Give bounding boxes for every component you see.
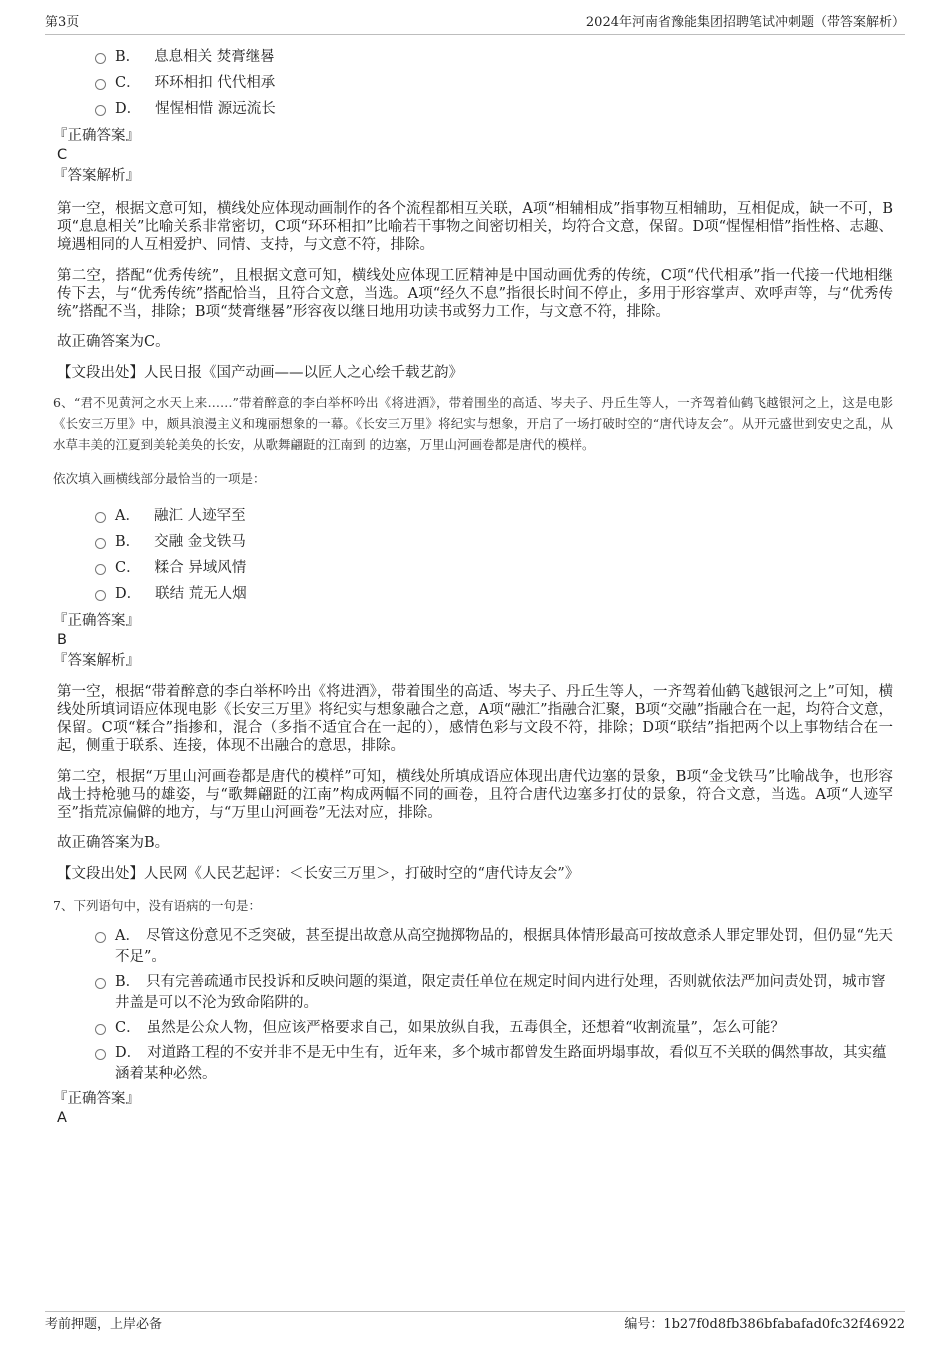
q5-source: 【文段出处】人民日报《国产动画——以匠人之心绘千载艺韵》 — [57, 365, 463, 381]
q7-option-b[interactable]: B． 只有完善疏通市民投诉和反映问题的渠道，限定责任单位在规定时间内进行处理，否则就依法严加问责处罚，城市窨井盖是可以不沦为致命陷阱的。 — [95, 972, 893, 1014]
q6-analysis-p3: 故正确答案为B。 — [57, 835, 170, 851]
q6-question: 6、“君不见黄河之水天上来……”带着醉意的李白举杯吟出《将进酒》，带着围坐的高适、岑夫子、丹丘生等人，一齐驾着仙鹤飞越银河之上，这是电影《长安三万里》中，颇具浪漫主义和瑰丽想象的一幕。《长安三万里》将纪实与想象，开启了一场打破时空的“唐代诗友会”。从开元盛世到安史之乱，从水草丰美的江夏到美轮美奂的长安，从歌舞翩跹的江南到 的边塞，万里山河画卷都是唐代的模样。 — [53, 395, 893, 452]
q5-options — [95, 44, 893, 122]
q6-option-a[interactable]: A． 融汇 人迹罕至 — [95, 503, 893, 529]
q5-analysis-p1: 第一空，根据文意可知，横线处应体现动画制作的各个流程都相互关联，A项“相辅相成”指事物互相辅助，互相促成，缺一不可，B项“息息相关”比喻关系非常密切，C项“环环相扣”比喻若干事物之间密切相关，均符合文意，保留。D项“惺惺相惜”指性格、志趣、境遇相同的人互相爱护、同情、支持，与文意不符，排除。 — [57, 201, 893, 253]
q7-option-d[interactable]: D． 对道路工程的不安并非不是无中生有，近年来，多个城市都曾发生路面坍塌事故，看似互不关联的偶然事故，其实蕴涵着某种必然。 — [95, 1043, 893, 1085]
q5-option-b[interactable]: B． 息息相关 焚膏继晷 — [95, 44, 893, 70]
radio-icon[interactable] — [95, 512, 106, 523]
document-id: 编号：1b27f0d8fb386bfabafad0fc32f46922 — [624, 1317, 905, 1332]
q5-option-d[interactable]: D． 惺惺相惜 源远流长 — [95, 96, 893, 122]
q7-answer-label: 『正确答案』 — [53, 1091, 140, 1107]
q7-question: 7、下列语句中，没有语病的一句是： — [53, 898, 261, 913]
q6-answer: B — [57, 632, 67, 648]
radio-icon[interactable] — [95, 932, 106, 943]
q5-analysis-p3: 故正确答案为C。 — [57, 334, 170, 350]
q6-option-c[interactable]: C． 糅合 异域风情 — [95, 555, 893, 581]
q6-instruction: 依次填入画横线部分最恰当的一项是： — [53, 471, 266, 486]
q6-options — [95, 503, 893, 607]
radio-icon[interactable] — [95, 79, 106, 90]
q7-answer: A — [57, 1110, 67, 1126]
q6-analysis-label: 『答案解析』 — [53, 653, 140, 669]
q7-option-a[interactable]: A． 尽管这份意见不乏突破，甚至提出故意从高空抛掷物品的，根据具体情形最高可按故意杀人罪定罪处罚，但仍显“先天不足”。 — [95, 926, 893, 968]
q6-analysis-p2: 第二空，根据“万里山河画卷都是唐代的模样”可知，横线处所填成语应体现出唐代边塞的景象，B项“金戈铁马”比喻战争，也形容战士持枪驰马的雄姿，与“歌舞翩跹的江南”构成两幅不同的画卷，且符合唐代边塞多打仗的景象，符合文意，当选。A项“人迹罕至”指荒凉偏僻的地方，与“万里山河画卷”无法对应，排除。 — [57, 769, 893, 821]
q6-analysis-p1: 第一空，根据“带着醉意的李白举杯吟出《将进酒》，带着围坐的高适、岑夫子、丹丘生等人，一齐驾着仙鹤飞越银河之上”可知，横线处所填词语应体现电影《长安三万里》将纪实与想象融合之意，A项“融汇”指融合汇聚，B项“交融”指融合在一起，均符合文意，保留。C项“糅合”指掺和，混合（多指不适宜合在一起的），感情色彩与文段不符，排除；D项“联结”指把两个以上事物结合在一起，侧重于联系、连接，体现不出融合的意思，排除。 — [57, 684, 893, 754]
radio-icon[interactable] — [95, 53, 106, 64]
page-footer — [45, 1311, 905, 1336]
q6-option-b[interactable]: B． 交融 金戈铁马 — [95, 529, 893, 555]
q6-answer-label: 『正确答案』 — [53, 613, 140, 629]
radio-icon[interactable] — [95, 978, 106, 989]
q7-options — [95, 926, 893, 1085]
footer-slogan: 考前押题，上岸必备 — [45, 1317, 163, 1332]
page-number: 第3页 — [45, 15, 80, 30]
radio-icon[interactable] — [95, 564, 106, 575]
q5-answer-label: 『正确答案』 — [53, 128, 140, 144]
q5-analysis-label: 『答案解析』 — [53, 168, 140, 184]
q5-option-c[interactable]: C． 环环相扣 代代相承 — [95, 70, 893, 96]
page-content — [53, 42, 893, 1127]
q5-answer: C — [57, 147, 68, 163]
q7-option-c[interactable]: C． 虽然是公众人物，但应该严格要求自己，如果放纵自我，五毒俱全，还想着“收割流量”，怎么可能？ — [95, 1018, 893, 1039]
q6-source: 【文段出处】人民网《人民艺起评：＜长安三万里＞，打破时空的“唐代诗友会”》 — [57, 866, 580, 882]
radio-icon[interactable] — [95, 1024, 106, 1035]
page-header — [45, 14, 905, 35]
radio-icon[interactable] — [95, 1049, 106, 1060]
document-title: 2024年河南省豫能集团招聘笔试冲刺题（带答案解析） — [585, 15, 905, 30]
q6-option-d[interactable]: D． 联结 荒无人烟 — [95, 581, 893, 607]
radio-icon[interactable] — [95, 538, 106, 549]
q5-analysis-p2: 第二空，搭配“优秀传统”，且根据文意可知，横线处应体现工匠精神是中国动画优秀的传统，C项“代代相承”指一代接一代地相继传下去，与“优秀传统”搭配恰当，且符合文意，当选。A项“经久不息”指很长时间不停止，多用于形容掌声、欢呼声等，与“优秀传统”搭配不当，排除；B项“焚膏继晷”形容夜以继日地用功读书或努力工作，与文意不符，排除。 — [57, 268, 893, 320]
radio-icon[interactable] — [95, 105, 106, 116]
radio-icon[interactable] — [95, 590, 106, 601]
